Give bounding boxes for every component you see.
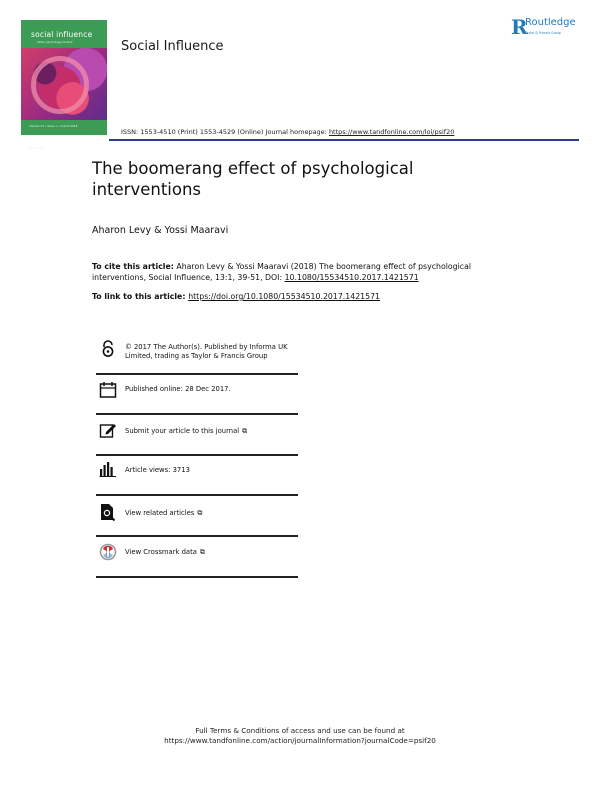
external-link-icon: ⧉	[199, 548, 205, 556]
link-label: To link to this article:	[92, 292, 189, 301]
copyright-notice: © 2017 The Author(s). Published by Informa UK Limited, trading as Taylor & Francis Group	[125, 343, 288, 360]
external-link-icon: ⧉	[242, 427, 248, 435]
crossmark-link[interactable]	[125, 548, 300, 557]
open-access-icon	[99, 340, 117, 358]
cover-title: social influence	[31, 30, 93, 39]
cite-text: Aharon Levy & Yossi Maaravi (2018) The boomerang effect of psychological interventions, Social Influence, 13:1, 39-51, DOI:	[92, 262, 472, 282]
submit-article-label: Submit your article to this journal	[125, 427, 240, 435]
header-divider	[109, 139, 579, 141]
published-date: Published online: 28 Dec 2017.	[125, 385, 231, 393]
journal-name: Social Influence	[121, 39, 224, 54]
article-authors: Aharon Levy & Yossi Maaravi	[92, 225, 229, 236]
bar-chart-icon	[99, 460, 117, 478]
edit-icon	[99, 421, 117, 439]
routledge-logo-icon: R	[511, 15, 528, 39]
terms-footer	[0, 726, 600, 746]
row-divider	[96, 576, 298, 578]
row-divider	[96, 373, 298, 375]
search-document-icon	[99, 503, 117, 521]
row-divider	[96, 413, 298, 415]
related-articles-label: View related articles	[125, 509, 195, 517]
article-url-link[interactable]: https://doi.org/10.1080/15534510.2017.1421571	[188, 292, 380, 301]
cite-label: To cite this article:	[92, 262, 174, 271]
citation-block	[92, 262, 512, 283]
row-divider	[96, 494, 298, 496]
doi-link[interactable]: 10.1080/15534510.2017.1421571	[284, 272, 419, 282]
article-title: The boomerang effect of psychological interventions	[92, 159, 414, 199]
cover-artwork	[21, 48, 107, 120]
crossmark-icon	[99, 543, 117, 561]
issn-line	[121, 128, 454, 136]
journal-cover-image	[21, 20, 107, 150]
article-link-line	[92, 292, 380, 301]
publisher-name: Routledge	[525, 17, 576, 28]
crossmark-label: View Crossmark data	[125, 548, 197, 556]
article-views: Article views: 3713	[125, 466, 190, 474]
related-articles-link[interactable]	[125, 509, 300, 518]
submit-article-link[interactable]	[125, 427, 300, 436]
cover-subtitle: editor: psychology.com/sinf	[37, 41, 73, 44]
footer-terms-text: Full Terms & Conditions of access and use can be found at	[195, 726, 405, 735]
journal-homepage-link[interactable]: https://www.tandfonline.com/loi/psif20	[328, 128, 455, 136]
row-divider	[96, 535, 298, 537]
cover-issue-info: volume 13 • issue 1 • march 2018	[29, 124, 78, 128]
publisher-tagline: Taylor & Francis Group	[525, 31, 561, 35]
cover-publisher-mark: Routledge	[29, 146, 45, 150]
row-divider	[96, 454, 298, 456]
calendar-icon	[99, 381, 117, 399]
issn-text: ISSN: 1553-4510 (Print) 1553-4529 (Online) Journal homepage:	[121, 128, 329, 136]
external-link-icon: ⧉	[197, 509, 203, 517]
footer-terms-link[interactable]: https://www.tandfonline.com/action/journalInformation?journalCode=psif20	[164, 736, 436, 745]
